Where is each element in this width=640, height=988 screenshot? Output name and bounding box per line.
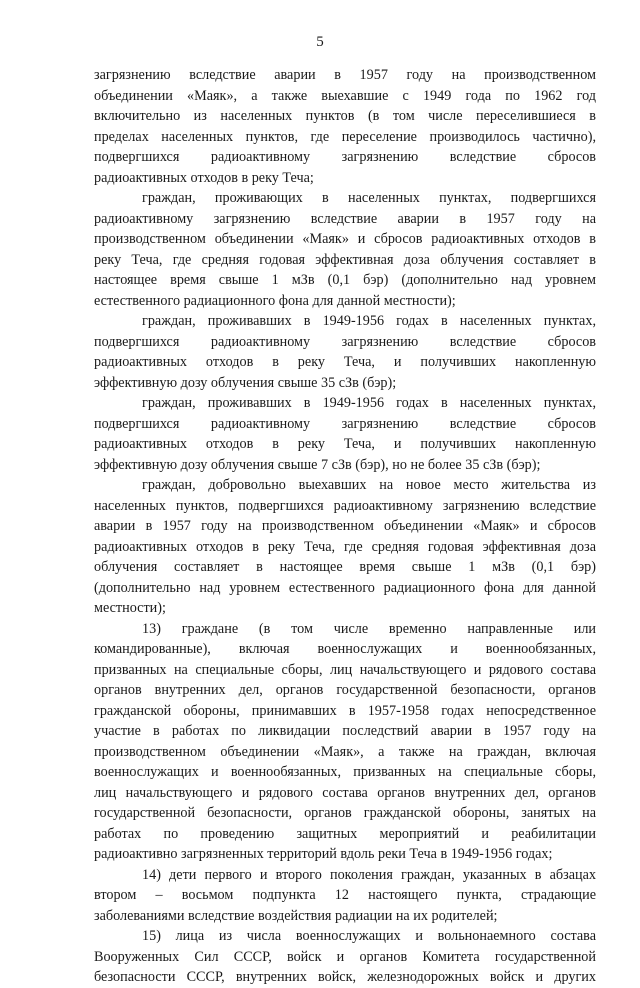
text-line: эффективную дозу облучения свыше 35 сЗв (бэр); <box>94 374 397 391</box>
text-line: (дополнительно над уровнем естественного радиационного фона для данной <box>94 579 596 596</box>
text-line: радиоактивных отходов в реку Теча; <box>94 169 314 186</box>
text-line: граждан, добровольно выехавших на новое место жительства из <box>142 477 596 493</box>
text-line: местности); <box>94 600 166 616</box>
text-line: Вооруженных Сил СССР, войск и органов Комитета государственной <box>94 948 596 965</box>
text-line: 14) дети первого и второго поколения граждан, указанных в абзацах <box>142 866 596 883</box>
text-line: граждан, проживавших в 1949-1956 годах в населенных пунктах, <box>142 313 596 329</box>
text-line: аварии в 1957 году на производственном объединении «Маяк» и сбросов <box>94 518 596 534</box>
text-line: радиоактивному загрязнению вследствие аварии в 1957 году на <box>94 210 596 227</box>
text-line: безопасности СССР, внутренних войск, железнодорожных войск и других <box>94 969 596 985</box>
text-line: граждан, проживавших в 1949-1956 годах в населенных пунктах, <box>142 395 596 411</box>
text-line: настоящее время свыше 1 мЗв (0,1 бэр) (дополнительно над уровнем <box>94 272 596 288</box>
text-line: загрязнению вследствие аварии в 1957 году на производственном <box>94 67 596 83</box>
text-line: 15) лица из числа военнослужащих и вольнонаемного состава <box>142 928 596 944</box>
document-body <box>94 65 596 988</box>
text-line: радиоактивных отходов в реку Теча, и получивших накопленную <box>94 436 596 452</box>
text-line: естественного радиационного фона для данной местности); <box>94 292 456 309</box>
text-line: гражданской обороны, принимавших в 1957-1958 годах непосредственное <box>94 702 596 719</box>
text-line: военнослужащих и военнообязанных, призванных на специальные сборы, <box>94 764 596 780</box>
text-line: производственном объединении «Маяк», а также на граждан, включая <box>94 743 596 760</box>
text-line: эффективную дозу облучения свыше 7 сЗв (бэр), но не более 35 сЗв (бэр); <box>94 456 541 473</box>
text-line: органов внутренних дел, органов государственной безопасности, органов <box>94 682 596 698</box>
text-line: государственной безопасности, органов гражданской обороны, занятых на <box>94 805 596 821</box>
text-line: пределах населенных пунктов, где переселение производилось частично), <box>94 128 596 145</box>
text-line: подвергшихся радиоактивному загрязнению вследствие сбросов <box>94 149 596 165</box>
page-number: 5 <box>316 34 324 50</box>
text-line: заболеваниями вследствие воздействия радиации на их родителей; <box>94 907 498 924</box>
text-line: радиоактивно загрязненных территорий вдоль реки Теча в 1949-1956 годах; <box>94 846 553 862</box>
text-line: производственном объединении «Маяк» и сбросов радиоактивных отходов в <box>94 231 596 247</box>
text-line: 13) граждане (в том числе временно направленные или <box>142 620 596 637</box>
text-line: радиоактивных отходов в реку Теча, и получивших накопленную <box>94 354 596 370</box>
text-line: радиоактивных отходов в реку Теча, где средняя годовая эффективная доза <box>94 538 596 555</box>
text-line: подвергшихся радиоактивному загрязнению вследствие сбросов <box>94 333 596 350</box>
text-line: объединении «Маяк», а также выехавшие с 1949 года по 1962 год <box>94 87 596 104</box>
text-line: реку Теча, где средняя годовая эффективная доза облучения составляет в <box>94 251 596 268</box>
text-line: облучения составляет в настоящее время свыше 1 мЗв (0,1 бэр) <box>94 559 596 575</box>
text-line: участие в работах по ликвидации последствий аварии в 1957 году на <box>94 723 596 739</box>
text-line: призванных на специальные сборы, лиц начальствующего и рядового состава <box>94 661 596 678</box>
text-line: населенных пунктов, подвергшихся радиоактивному загрязнению вследствие <box>94 497 596 514</box>
text-line: включительно из населенных пунктов (в том числе переселившиеся в <box>94 108 596 124</box>
text-line: втором – восьмом подпункта 12 настоящего пункта, страдающие <box>94 887 596 903</box>
text-line: командированные), включая военнослужащих и военнообязанных, <box>94 641 596 657</box>
text-line: лиц начальствующего и рядового состава органов внутренних дел, органов <box>94 784 596 801</box>
text-line: подвергшихся радиоактивному загрязнению вследствие сбросов <box>94 415 596 432</box>
text-line: граждан, проживающих в населенных пунктах, подвергшихся <box>142 190 596 206</box>
text-line: работах по проведению защитных мероприятий и реабилитации <box>94 825 596 842</box>
